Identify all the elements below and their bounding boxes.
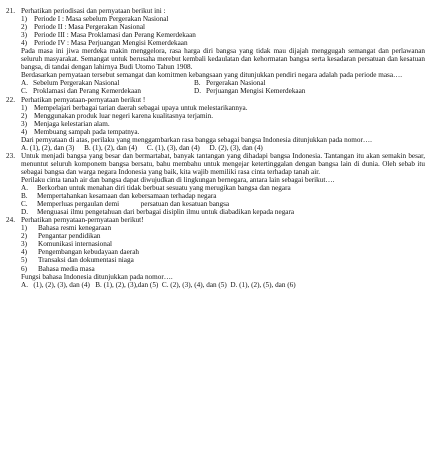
answer-option-d[interactable]: D. Menguasai ilmu pengetahuan dari berbagai disiplin ilmu untuk diabadikan kepada negara <box>21 208 295 217</box>
question-paragraph: Perilaku cinta tanah air dan bangsa dapat diwujudkan di lingkungan bernegara, antara lain sebagai berikut…. <box>21 175 335 184</box>
answer-option-b[interactable]: B. Pergerakan Nasional <box>194 79 266 88</box>
answer-option-a[interactable]: A. Berkorban untuk menahan diri tidak berbuat sesuatu yang merugikan bangsa dan negara <box>21 184 291 193</box>
list-item: 2) Periode II : Masa Pergerakan Nasional <box>21 23 146 32</box>
question-paragraph: Dari pernyataan di atas, perilaku yang menggambarkan rasa bangga sebagai bangsa Indonesia ditunjukkan pada nomor…. <box>21 135 372 144</box>
list-item: 1) Bahasa resmi kenegaraan <box>21 224 112 233</box>
answer-option-b[interactable]: B. Mempertahankan kesamaan dan kebersamaan terhadap negara <box>21 192 217 201</box>
question-number: 22. <box>6 95 15 104</box>
answer-option-b[interactable]: B. (1), (2), dan (4) <box>84 143 138 152</box>
answer-option-c[interactable]: C. Memperluas pergaulan demi persatuan dan kesatuan bangsa <box>21 200 230 209</box>
question-number: 24. <box>6 216 15 225</box>
question-23 <box>6 152 425 216</box>
question-22 <box>6 96 425 152</box>
list-item: 3) Komunikasi internasional <box>21 240 113 249</box>
answer-option-a[interactable]: A. (1), (2), dan (3) <box>21 143 75 152</box>
question-paragraph: Untuk menjadi bangsa yang besar dan bermartabat, banyak tantangan yang dihadapi bangsa Indonesia. Tantangan itu akan semakin besar, menuntut seluruh komponem bangsa bersatu, bahu membahu untuk mengejar ketertinggalan dengan bangsa lain di dunia. Oleh sebab itu sebagai bangsa dan warga negara Indonesia yang baik, kita wajib memiliki rasa cinta terhadap tanah air. <box>21 151 425 176</box>
list-item: 2) Pengantar pendidikan <box>21 232 101 241</box>
answer-options[interactable]: A. (1), (2), (3), dan (4) B. (1), (2), (3),dan (5) C. (2), (3), (4), dan (5) D. (1), (2), (5), dan (6) <box>21 280 296 289</box>
question-number: 23. <box>6 151 15 160</box>
list-item: 1) Periode I : Masa sebelum Pergerakan Nasional <box>21 15 169 24</box>
list-item: 5) Transaksi dan dokumentasi niaga <box>21 256 134 265</box>
answer-options <box>21 79 425 95</box>
list-item: 3) Menjaga kelestarian alam. <box>21 119 110 128</box>
question-prompt: Perhatikan periodisasi dan pernyataan berikut ini : <box>21 7 166 15</box>
list-item: 6) Bahasa media masa <box>21 264 95 273</box>
list-item: 1) Mempelajari berbagai tarian daerah sebagai upaya untuk melestarikannya. <box>21 103 248 112</box>
answer-option-d[interactable]: D. Perjuangan Mengisi Kemerdekaan <box>194 87 306 96</box>
answer-option-c[interactable]: C. Proklamasi dan Perang Kemerdekaan <box>21 87 141 96</box>
question-paragraph: Berdasarkan pernyataan tersebut semangat dan komitmen kebangsaan yang ditunjukkan pendiri negara adalah pada periode masa…. <box>21 71 402 80</box>
answer-option-c[interactable]: C. (1), (3), dan (4) <box>146 143 200 152</box>
question-24 <box>6 216 425 288</box>
question-paragraph: Fungsi bahasa Indonesia ditunjukkan pada nomor…. <box>21 272 173 281</box>
list-item: 2) Menggunakan produk luar negeri karena kualitasnya terjamin. <box>21 111 214 120</box>
question-number: 21. <box>6 7 15 15</box>
list-item: 4) Membuang sampah pada tempatnya. <box>21 127 140 136</box>
answer-option-d[interactable]: D. (2), (3), dan (4) <box>209 143 263 152</box>
answer-option-a[interactable]: A. Sebelum Pergerakan Nasional <box>21 79 120 88</box>
question-paragraph: Pada masa ini jiwa merdeka makin menggelora, rasa harga diri bangsa yang tidak mau dijajah menggugah semangat dan perlawanan seluruh masyarakat. Semangat untuk berusaha merebut kembali kedaulatan dan kehormatan bangsa serta kesadaran persatuan dan kesatuan bangsa, di tandai dengan lahirnya Budi Utomo Tahun 1908. <box>21 47 425 72</box>
list-item: 4) Periode IV : Masa Perjuangan Mengisi Kemerdekaan <box>21 39 188 48</box>
question-prompt: Perhatikan pernyataan-pernyataan berikut! <box>21 216 144 225</box>
answer-options <box>21 144 425 152</box>
list-item: 3) Periode III : Masa Proklamasi dan Perang Kemerdekaan <box>21 31 196 40</box>
question-prompt: Perhatikan pernyataan-pernyataan berikut ! <box>21 95 146 104</box>
list-item: 4) Pengembangan kebudayaan daerah <box>21 248 139 257</box>
question-21 <box>6 7 425 96</box>
